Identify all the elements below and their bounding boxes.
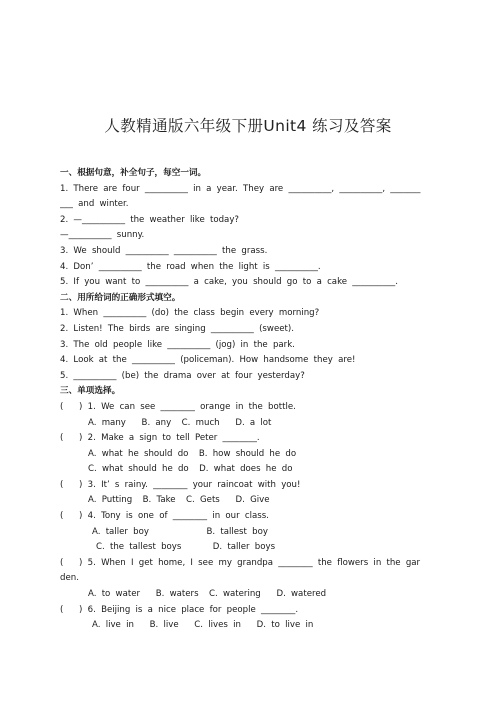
text-line: C. the tallest boys D. taller boys [96, 542, 276, 553]
text-line: 2. Listen! The birds are singing __________ (sweet). [60, 323, 294, 334]
text-line: A. Putting B. Take C. Gets D. Give [88, 495, 270, 506]
section-heading: 三、单项选择。 [60, 386, 121, 397]
text-line: 4. Don’ __________ the road when the light is __________. [60, 261, 321, 272]
document-body [60, 166, 440, 634]
text-line: ( ) 4. Tony is one of ________ in our class. [60, 511, 269, 522]
text-line: A. what he should do B. how should he do [88, 448, 297, 459]
text-line: ( ) 6. Beijing is a nice place for people ________. [60, 604, 299, 615]
text-line: 4. Look at the __________ (policeman). How handsome they are! [60, 355, 356, 366]
text-line: 3. The old people like __________ (jog) in the park. [60, 339, 295, 350]
document-title: 人教精通版六年级下册Unit4 练习及答案 [104, 117, 392, 135]
section-heading: 二、用所给词的正确形式填空。 [60, 292, 181, 303]
text-line: 5. If you want to __________ a cake, you should go to a cake __________. [60, 277, 398, 288]
text-line: ( ) 5. When I get home, I see my grandpa ________ the flowers in the gar [60, 557, 421, 568]
text-line: 3. We should __________ __________ the grass. [60, 245, 268, 256]
text-line: C. what should he do D. what does he do [88, 464, 293, 475]
text-line: ( ) 3. It’ s rainy. ________ your raincoat with you! [60, 479, 301, 490]
text-line: 5. __________ (be) the drama over at four yesterday? [60, 370, 305, 381]
text-line: den. [60, 573, 79, 584]
text-line: ___ and winter. [60, 199, 129, 210]
text-line: 1. When __________ (do) the class begin every morning? [60, 308, 320, 319]
text-line: ( ) 2. Make a sign to tell Peter ________. [60, 433, 260, 444]
text-line: A. live in B. live C. lives in D. to live in [92, 620, 314, 631]
text-line: —__________ sunny. [60, 230, 145, 241]
text-line: 2. —__________ the weather like today? [60, 214, 239, 225]
text-line: ( ) 1. We can see ________ orange in the bottle. [60, 401, 296, 412]
text-line: A. to water B. waters C. watering D. watered [88, 589, 327, 600]
text-line: A. many B. any C. much D. a lot [88, 417, 272, 428]
text-line: 1. There are four __________ in a year. They are __________, __________, _______ [60, 183, 421, 194]
section-heading: 一、根据句意，补全句子，每空一词。 [60, 168, 207, 178]
text-line: A. taller boy B. tallest boy [92, 526, 268, 537]
